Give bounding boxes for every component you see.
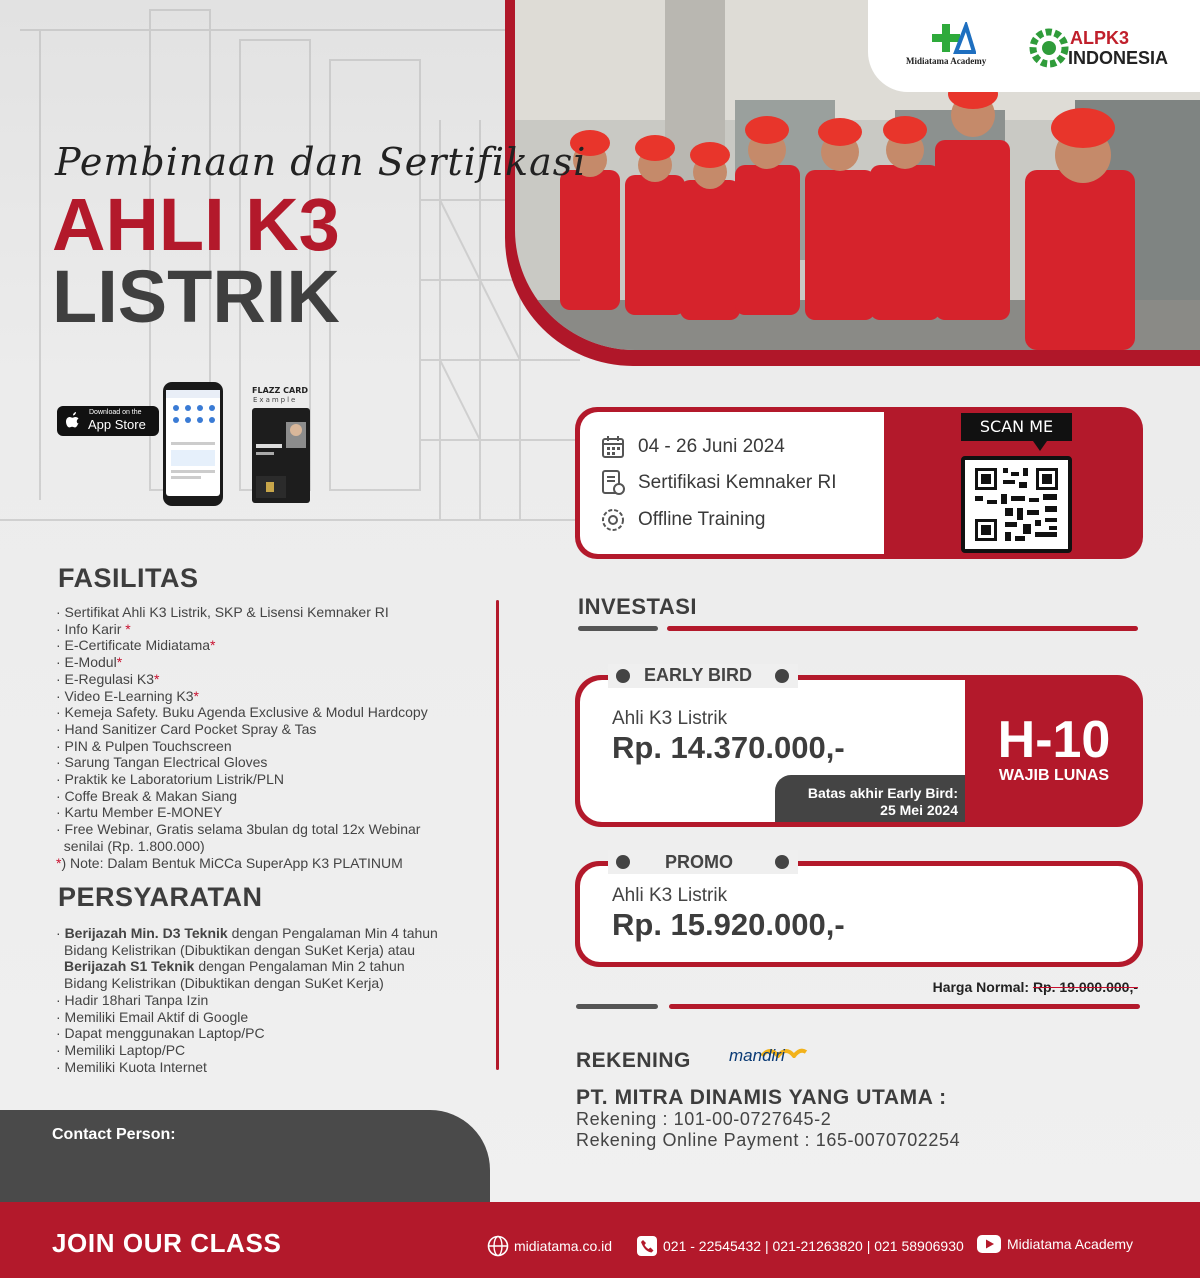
- account-number: Rekening : 101-00-0727645-2: [576, 1109, 832, 1129]
- rekening-heading: REKENING: [576, 1049, 691, 1072]
- apple-icon: [66, 412, 80, 429]
- list-item: · E-Regulasi K3*: [56, 670, 160, 687]
- hero-subtitle: Pembinaan dan Sertifikasi: [55, 140, 587, 184]
- calendar-icon: [600, 434, 626, 460]
- investasi-underline-red: [667, 626, 1138, 631]
- fasilitas-note: *) Note: Dalam Bentuk MiCCa SuperApp K3 PLATINUM: [56, 854, 403, 871]
- list-item: · Video E-Learning K3*: [56, 687, 199, 704]
- bullet-dot-icon: [616, 669, 630, 683]
- list-item: · Sertifikat Ahli K3 Listrik, SKP & Lisensi Kemnaker RI: [56, 604, 389, 620]
- h10-badge: H-10: [997, 711, 1111, 769]
- wajib-lunas-label: WAJIB LUNAS: [998, 767, 1110, 784]
- partner-logos: [868, 0, 1200, 92]
- info-date-row: [600, 432, 785, 462]
- training-gear-icon: [600, 507, 626, 533]
- scan-me-label: SCAN ME: [961, 413, 1072, 441]
- list-item: Berijazah S1 Teknik dengan Pengalaman Min 2 tahun: [64, 958, 405, 975]
- column-divider: [496, 600, 499, 1070]
- early-bird-label: EARLY BIRD: [644, 665, 753, 685]
- list-item: · Dapat menggunakan Laptop/PC: [56, 1025, 265, 1042]
- list-item: · Berijazah Min. D3 Teknik dengan Pengalaman Min 4 tahun: [56, 925, 438, 941]
- list-item: · Sarung Tangan Electrical Gloves: [56, 754, 268, 771]
- bank-logo: mandiri: [729, 1046, 785, 1065]
- persyaratan-heading: PERSYARATAN: [58, 882, 263, 912]
- midiatama-logo-text: Midiatama Academy: [906, 56, 987, 66]
- list-item: senilai (Rp. 1.800.000): [56, 837, 205, 854]
- info-certification: Sertifikasi Kemnaker RI: [638, 472, 837, 493]
- appstore-big-text: App Store: [88, 417, 146, 432]
- fasilitas-list: [56, 604, 496, 871]
- hero-title-line2: LISTRIK: [52, 255, 340, 338]
- youtube-icon: [977, 1235, 1001, 1253]
- list-item: · Memiliki Kuota Internet: [56, 1058, 207, 1075]
- list-item: · Hadir 18hari Tanpa Izin: [56, 991, 209, 1008]
- investasi-underline-dark: [578, 626, 658, 631]
- appstore-small-text: Download on the: [89, 409, 142, 416]
- midiatama-logo-icon: [926, 22, 976, 54]
- list-item: · E-Certificate Midiatama*: [56, 637, 216, 654]
- join-our-class: JOIN OUR CLASS: [52, 1228, 282, 1258]
- early-bird-deadline-label: Batas akhir Early Bird:: [807, 785, 958, 801]
- scan-pointer-icon: [1033, 441, 1047, 451]
- contact-label: Contact Person:: [52, 1126, 176, 1143]
- footer-youtube[interactable]: Midiatama Academy: [977, 1235, 1133, 1253]
- list-item: Bidang Kelistrikan (Dibuktikan dengan SuKet Kerja) atau: [64, 941, 415, 958]
- list-item: · Hand Sanitizer Card Pocket Spray & Tas: [56, 720, 317, 737]
- flazz-card-example: Example: [253, 396, 298, 404]
- phone-screen: [166, 390, 220, 496]
- hero-title-line1: AHLI K3: [52, 183, 340, 266]
- bullet-dot-icon: [775, 669, 789, 683]
- promo-price: Rp. 15.920.000,-: [612, 907, 845, 942]
- list-item: · Coffe Break & Makan Siang: [56, 787, 238, 804]
- list-item: · E-Modul*: [56, 654, 123, 671]
- globe-icon: [487, 1235, 509, 1257]
- separator-red: [669, 1004, 1140, 1009]
- list-item: · Memiliki Laptop/PC: [56, 1041, 186, 1058]
- early-bird-price: Rp. 14.370.000,-: [612, 730, 845, 765]
- list-item: · Info Karir *: [56, 620, 131, 637]
- early-bird-deadline-date: 25 Mei 2024: [880, 802, 958, 818]
- online-payment-account: Rekening Online Payment : 165-0070702254: [576, 1130, 961, 1150]
- gear-icon: [1028, 22, 1070, 74]
- early-bird-program: Ahli K3 Listrik: [612, 708, 728, 729]
- account-holder: PT. MITRA DINAMIS YANG UTAMA :: [576, 1086, 947, 1109]
- info-mode-row: [600, 505, 765, 535]
- footer-phones[interactable]: 021 - 22545432 | 021-21263820 | 021 58906930: [636, 1235, 964, 1257]
- promo-program: Ahli K3 Listrik: [612, 885, 728, 906]
- qr-code[interactable]: [961, 456, 1072, 553]
- bullet-dot-icon: [616, 855, 630, 869]
- bullet-dot-icon: [775, 855, 789, 869]
- flazz-card-label: FLAZZ CARD: [252, 386, 309, 395]
- alpk3-logo-line1: ALPK3: [1070, 28, 1130, 48]
- list-item: Bidang Kelistrikan (Dibuktikan dengan SuKet Kerja): [64, 975, 384, 992]
- list-item: · PIN & Pulpen Touchscreen: [56, 737, 232, 754]
- investasi-heading: INVESTASI: [578, 594, 698, 619]
- certificate-icon: [600, 469, 626, 497]
- list-item: · Kartu Member E-MONEY: [56, 804, 223, 821]
- promo-label: PROMO: [665, 852, 734, 872]
- phone-icon: [636, 1235, 658, 1257]
- app-store-badge[interactable]: [57, 406, 159, 436]
- fasilitas-heading: FASILITAS: [58, 563, 199, 593]
- list-item: · Free Webinar, Gratis selama 3bulan dg total 12x Webinar: [56, 821, 421, 838]
- info-certification-row: [600, 468, 837, 498]
- list-item: · Memiliki Email Aktif di Google: [56, 1008, 249, 1025]
- flazz-card-image: [252, 408, 310, 503]
- list-item: · Kemeja Safety. Buku Agenda Exclusive & Modul Hardcopy: [56, 704, 428, 721]
- separator-dark: [576, 1004, 658, 1009]
- contact-panel: [0, 1110, 490, 1210]
- alpk3-logo-line2: INDONESIA: [1068, 48, 1169, 68]
- info-mode: Offline Training: [638, 509, 766, 530]
- persyaratan-list: [56, 925, 496, 1075]
- list-item: · Praktik ke Laboratorium Listrik/PLN: [56, 771, 284, 788]
- info-date: 04 - 26 Juni 2024: [638, 436, 785, 457]
- footer-website[interactable]: midiatama.co.id: [487, 1235, 612, 1257]
- normal-price: Harga Normal: Rp. 19.000.000,-: [932, 979, 1138, 995]
